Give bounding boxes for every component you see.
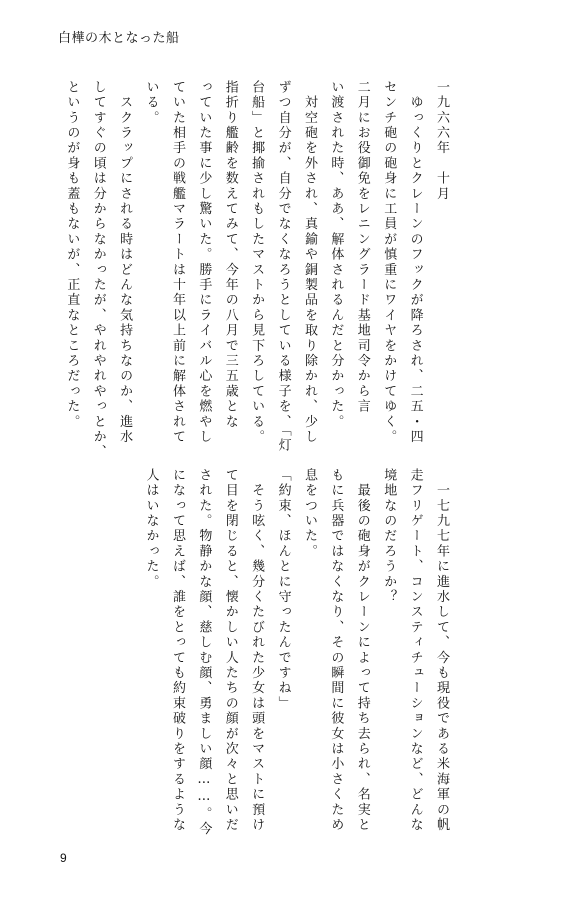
lower-text-block [137,468,454,837]
text-line: 対空砲を外され、真鍮や銅製品を取り除かれ、少し [301,80,317,445]
text-line: そう呟く、幾分くたびれた少女は頭をマストに預け [249,468,265,833]
text-line: っていた事に少し驚いた。勝手にライバル心を燃やし [196,80,212,445]
text-line: 走フリゲート、コンスティチューションなど、どんな [407,468,423,833]
text-line: された。物静かな顔、慈しむ顔、勇ましい顔……。今 [196,468,212,837]
text-line: というのが身も蓋もないが、正直なところだった。 [64,80,80,430]
text-line: 指折り艦齢を数えてみて、今年の八月で三五歳とな [222,80,238,430]
text-line: 人はいなかった。 [143,468,159,590]
text-line: 一九六六年 十月 [434,80,449,202]
text-line: い渡された時、ああ、解体されるんだと分かった。 [328,80,344,430]
text-line: になって思えば、誰をとっても約束破りをするような [169,468,185,833]
text-line: ずつ自分が、自分でなくなろうとしている様子を、「灯 [275,80,291,454]
text-line: もに兵器ではなくなり、その瞬間に彼女は小さくため [328,468,344,833]
text-line: してすぐの頃は分からなかったが、やれやれやっとか、 [90,80,106,460]
page-number: 9 [60,851,67,865]
text-line: スクラップにされる時はどんな気持ちなのか、進水 [117,80,133,445]
text-line: て目を閉じると、懐かしい人たちの顔が次々と思いだ [222,468,238,833]
text-line: 境地なのだろうか？ [381,468,397,605]
text-line: 二月にお役御免をレニングラード基地司令から言 [354,80,370,415]
text-line: 「約束、ほんとに守ったんですね」 [275,468,291,712]
text-line: 台船」と揶揄されもしたマストから見下ろしている。 [249,80,265,445]
text-line: ていた相手の戦艦マラートは十年以上前に解体されて [169,80,185,445]
text-line: いる。 [143,80,159,126]
text-line: 息をついた。 [301,468,317,560]
text-line: ゆっくりとクレーンのフックが降ろされ、二五・四 [407,80,423,445]
running-header-title: 白樺の木となった船 [58,31,180,46]
upper-text-block [58,80,454,460]
text-line: 一七九七年に進水して、今も現役である米海軍の帆 [434,468,449,833]
text-line: センチ砲の砲身に工員が慎重にワイヤをかけてゆく。 [381,80,397,445]
text-line: 最後の砲身がクレーンによって持ち去られ、名実と [354,468,370,833]
